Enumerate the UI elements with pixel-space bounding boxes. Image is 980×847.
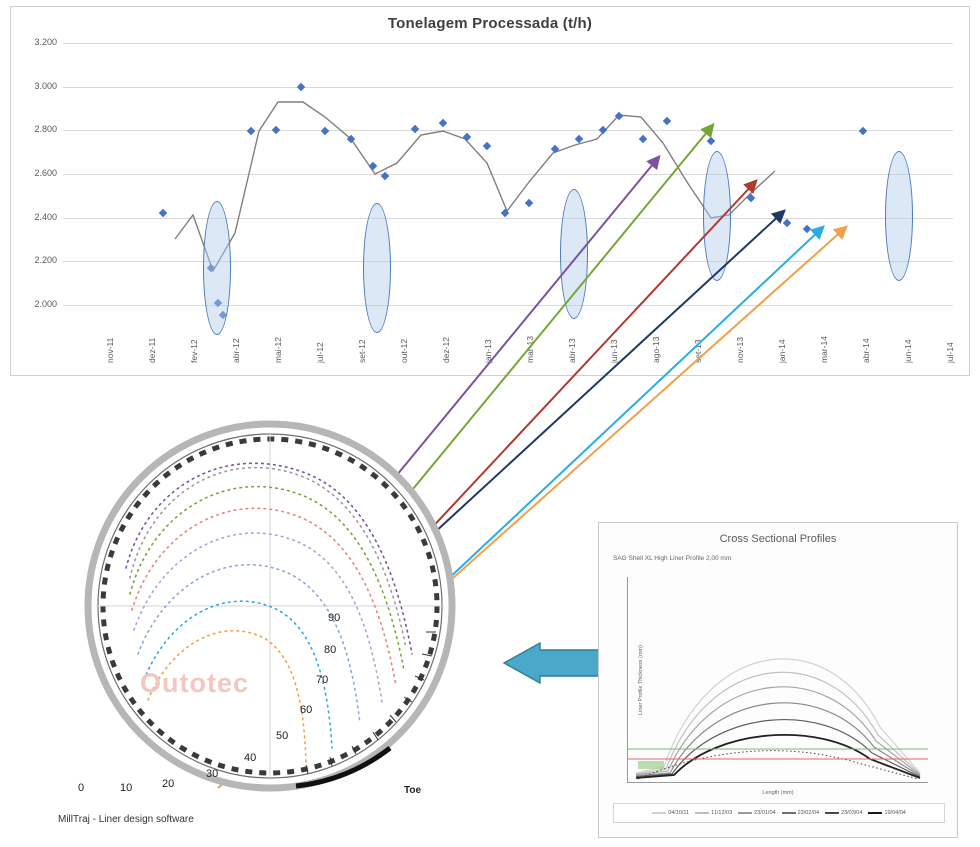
x-axis-tick: jul-14 [945, 342, 955, 363]
y-axis-tick: 3.000 [34, 80, 57, 91]
degree-label-80: 80 [324, 644, 337, 656]
degree-label-70: 70 [316, 674, 329, 686]
legend-item [652, 810, 689, 816]
y-axis-tick: 2.000 [34, 299, 57, 309]
x-axis-tick: abr-14 [861, 338, 871, 363]
x-axis-tick: out-12 [399, 338, 409, 363]
legend-item [825, 810, 862, 816]
link-arrow [500, 642, 610, 684]
degree-label-0: 0 [78, 782, 85, 794]
degree-label-60: 60 [300, 704, 313, 716]
degree-label-10: 10 [120, 782, 133, 794]
legend-label: 11/12/03 [711, 810, 733, 816]
cross-panel-title: Cross Sectional Profiles [719, 533, 837, 545]
x-axis-tick: abr-12 [231, 338, 241, 363]
degree-label-50: 50 [276, 730, 289, 742]
milltraj-caption: MillTraj - Liner design software [58, 814, 194, 825]
cross-panel-subtitle: SAG Shell XL High Liner Profile 2,00 mm [613, 555, 732, 562]
legend-label: 19/04/04 [884, 810, 906, 816]
legend-item [695, 810, 732, 816]
cross-x-axis-label: Length (mm) [762, 790, 794, 796]
chart-title: Tonelagem Processada (t/h) [387, 15, 593, 32]
x-axis-tick: set-13 [693, 339, 703, 363]
degree-label-40: 40 [244, 752, 257, 764]
degree-label-20: 20 [162, 778, 175, 790]
cross-legend [613, 803, 945, 823]
degree-label-30: 30 [206, 768, 219, 780]
cross-plot-area [627, 577, 928, 796]
legend-swatch [868, 812, 882, 814]
cross-y-axis-label: Liner Profile Thickness (mm) [637, 644, 644, 715]
x-axis-tick: nov-13 [735, 337, 745, 363]
mill-trajectory-diagram [60, 418, 500, 838]
legend-item [738, 810, 775, 816]
legend-label: 23/02/04 [797, 810, 820, 816]
degree-label-90: 90 [328, 612, 341, 624]
legend-swatch [652, 812, 666, 814]
y-axis-tick: 3.200 [34, 37, 57, 47]
x-axis-tick: mai-12 [273, 337, 283, 363]
legend-swatch [695, 812, 709, 814]
x-axis-tick: jun-13 [609, 339, 619, 363]
y-axis-tick: 2.600 [34, 168, 57, 178]
legend-item [782, 810, 819, 816]
legend-label: 23/03/04 [841, 810, 863, 816]
x-axis-tick: set-12 [357, 339, 367, 363]
legend-item [868, 810, 905, 816]
x-axis-tick: jun-14 [903, 339, 913, 363]
legend-swatch [825, 812, 839, 814]
legend-swatch [738, 812, 752, 814]
x-axis-tick: dez-11 [147, 337, 157, 363]
x-axis-tick: jan-14 [777, 339, 787, 363]
y-axis-tick: 2.200 [34, 255, 57, 266]
x-axis-tick: jan-13 [483, 339, 493, 363]
x-axis-tick: abr-13 [567, 338, 577, 363]
x-axis-tick: mar-13 [525, 336, 535, 363]
toe-label: Toe [404, 785, 422, 796]
x-axis-tick: mar-14 [819, 336, 829, 363]
y-axis-tick: 2.400 [34, 211, 57, 222]
cross-sectional-panel [598, 522, 958, 838]
legend-swatch [782, 812, 796, 814]
legend-label: 04/10/11 [668, 810, 690, 816]
legend-label: 23/01/04 [754, 810, 776, 816]
x-axis-tick: ago-13 [651, 336, 661, 363]
x-axis-tick: jul-12 [315, 342, 325, 363]
x-axis-tick: nov-11 [105, 337, 115, 363]
y-axis-tick: 2.800 [34, 124, 57, 135]
cross-profiles [628, 577, 928, 782]
mill-svg [60, 418, 500, 838]
x-axis-tick: fev-12 [189, 339, 199, 363]
x-axis-tick: dez-12 [441, 337, 451, 363]
outotec-watermark: Outotec [140, 668, 250, 698]
